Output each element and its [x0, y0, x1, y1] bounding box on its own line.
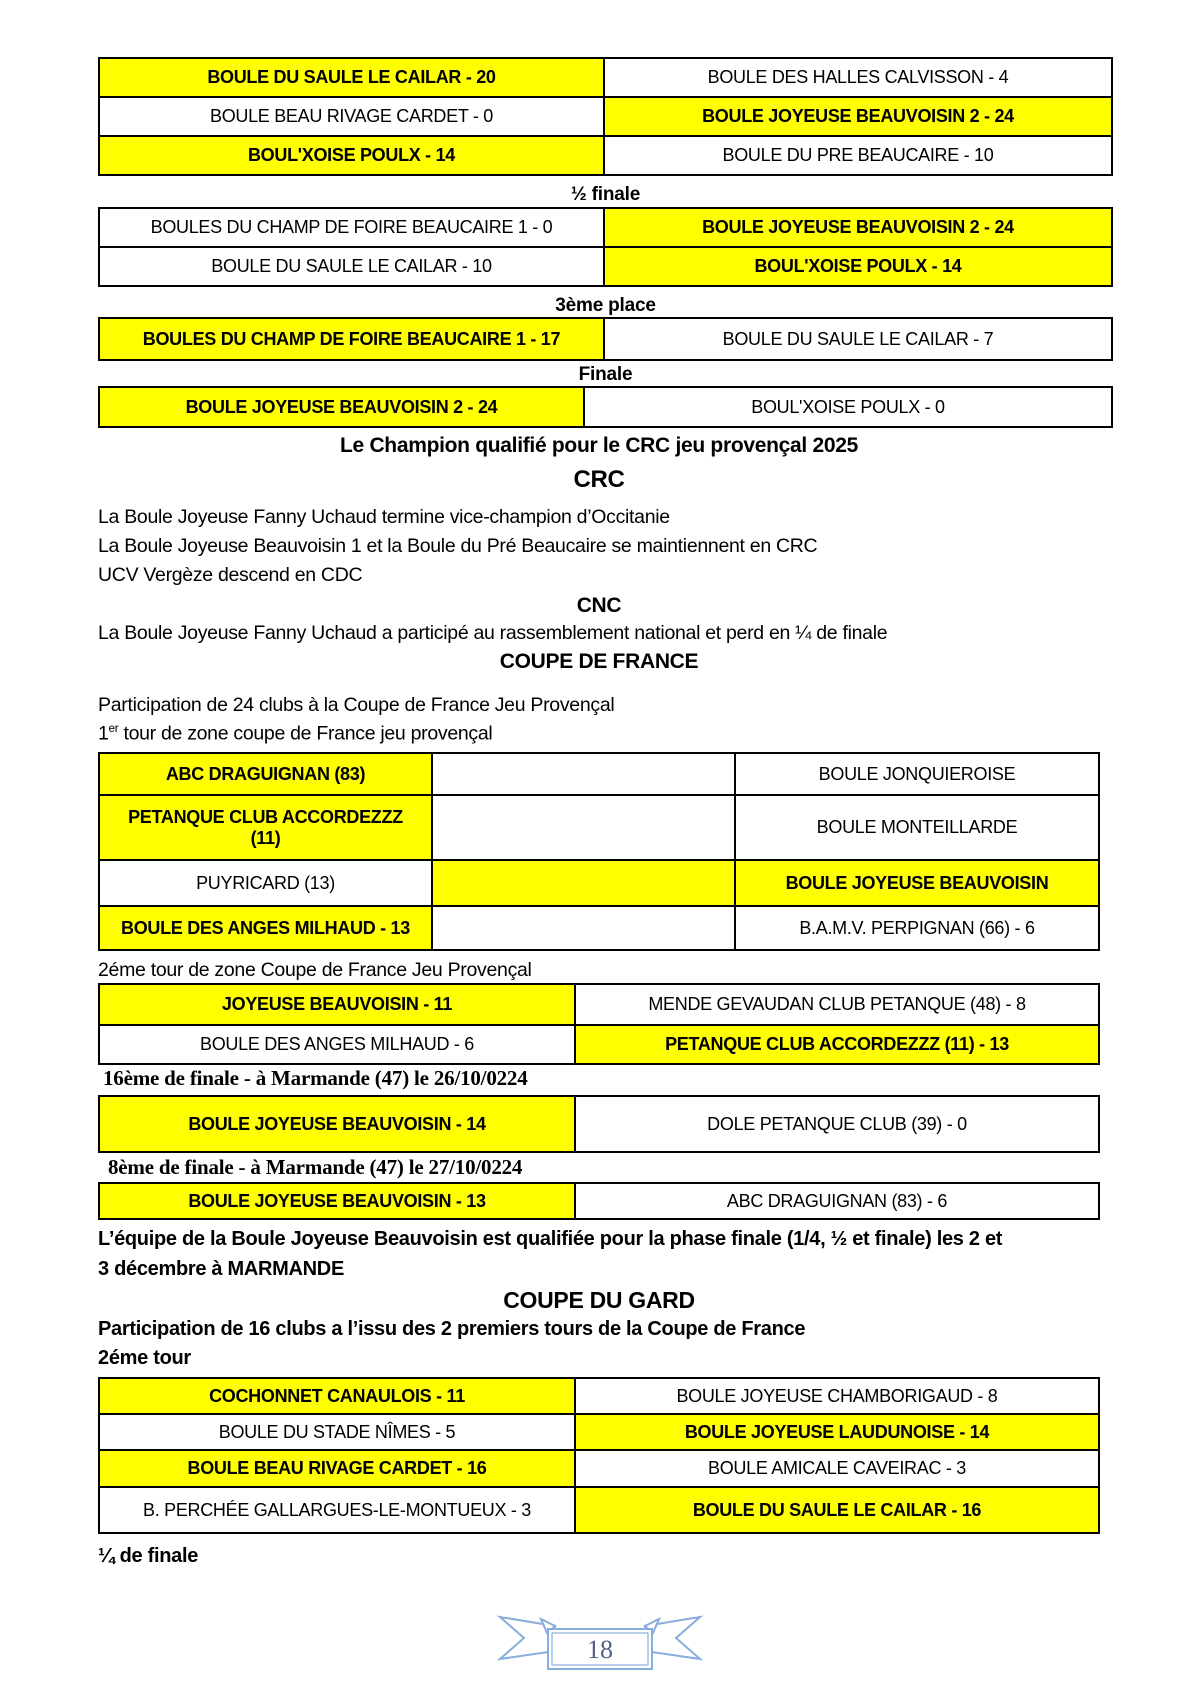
loser-cell: BOULES DU CHAMP DE FOIRE BEAUCAIRE 1 - 0: [99, 208, 604, 247]
cdf-round2-label: 2éme tour de zone Coupe de France Jeu Provençal: [98, 959, 532, 981]
loser-cell: BOULE MONTEILLARDE: [735, 795, 1099, 860]
crc-note-line: La Boule Joyeuse Beauvoisin 1 et la Boule du Pré Beaucaire se maintiennent en CRC: [98, 535, 818, 557]
loser-cell: BOULE JOYEUSE CHAMBORIGAUD - 8: [575, 1378, 1099, 1414]
winner-cell: BOUL'XOISE POULX - 14: [604, 247, 1112, 286]
cdf-round1-label: [98, 722, 492, 746]
winner-cell: BOULE JOYEUSE BEAUVOISIN 2 - 24: [604, 97, 1112, 136]
table-final: [98, 386, 1113, 428]
crc-note-line: UCV Vergèze descend en CDC: [98, 564, 363, 586]
loser-cell: DOLE PETANQUE CLUB (39) - 0: [575, 1096, 1099, 1152]
gard-round-label: 2éme tour: [98, 1347, 191, 1369]
winner-cell: BOULE JOYEUSE BEAUVOISIN - 13: [99, 1183, 575, 1219]
round-of-8-label: 8ème de finale - à Marmande (47) le 27/10/0224: [108, 1155, 523, 1179]
winner-cell: ABC DRAGUIGNAN (83): [99, 753, 432, 795]
loser-cell: BOULE BEAU RIVAGE CARDET - 0: [99, 97, 604, 136]
winner-cell: COCHONNET CANAULOIS - 11: [99, 1378, 575, 1414]
round-number: 1: [98, 722, 109, 745]
winner-cell: JOYEUSE BEAUVOISIN - 11: [99, 984, 575, 1025]
loser-cell: PUYRICARD (13): [99, 860, 432, 906]
table-cdf-round1: [98, 752, 1100, 951]
loser-cell: BOULE DU STADE NÎMES - 5: [99, 1414, 575, 1450]
loser-cell: ABC DRAGUIGNAN (83) - 6: [575, 1183, 1099, 1219]
empty-cell: [432, 753, 735, 795]
page-number: 18: [587, 1635, 613, 1664]
winner-cell: BOULE JOYEUSE BEAUVOISIN: [735, 860, 1099, 906]
champion-heading: Le Champion qualifié pour le CRC jeu provençal 2025: [340, 434, 858, 457]
loser-cell: BOULE AMICALE CAVEIRAC - 3: [575, 1450, 1099, 1487]
table-gard-round2: [98, 1377, 1100, 1534]
empty-cell: [432, 906, 735, 950]
page-footer-ribbon: [497, 1612, 703, 1679]
empty-cell: [432, 795, 735, 860]
loser-cell: MENDE GEVAUDAN CLUB PETANQUE (48) - 8: [575, 984, 1099, 1025]
loser-cell: B. PERCHÉE GALLARGUES-LE-MONTUEUX - 3: [99, 1487, 575, 1533]
loser-cell: B.A.M.V. PERPIGNAN (66) - 6: [735, 906, 1099, 950]
winner-cell: BOULE DU SAULE LE CAILAR - 20: [99, 58, 604, 97]
empty-cell: [432, 860, 735, 906]
loser-cell: BOULE DU PRE BEAUCAIRE - 10: [604, 136, 1112, 175]
winner-cell: BOULE JOYEUSE BEAUVOISIN 2 - 24: [99, 387, 584, 427]
loser-cell: BOUL'XOISE POULX - 0: [584, 387, 1112, 427]
loser-cell: BOULE DES HALLES CALVISSON - 4: [604, 58, 1112, 97]
winner-cell: PETANQUE CLUB ACCORDEZZZ (11) - 13: [575, 1025, 1099, 1064]
club-name-line: (11): [250, 827, 281, 848]
cdf-participation-note: Participation de 24 clubs à la Coupe de France Jeu Provençal: [98, 694, 615, 716]
ribbon-banner-icon: [497, 1612, 703, 1674]
club-name-line: PETANQUE CLUB ACCORDEZZZ: [128, 806, 403, 827]
table-semi-finals: [98, 207, 1113, 287]
qualification-note-line: 3 décembre à MARMANDE: [98, 1258, 344, 1280]
winner-cell: BOULE BEAU RIVAGE CARDET - 16: [99, 1450, 575, 1487]
table-round-of-16: [98, 1095, 1100, 1153]
coupe-du-gard-heading: COUPE DU GARD: [503, 1287, 695, 1313]
ordinal-superscript: er: [108, 722, 119, 735]
winner-cell: BOULE JOYEUSE BEAUVOISIN - 14: [99, 1096, 575, 1152]
table-quarter-results: [98, 57, 1113, 176]
qualification-note-line: L’équipe de la Boule Joyeuse Beauvoisin est qualifiée pour la phase finale (1/4, ½ et finale) les 2 et: [98, 1228, 1003, 1250]
crc-note-line: La Boule Joyeuse Fanny Uchaud termine vice-champion d’Occitanie: [98, 506, 670, 528]
crc-heading: CRC: [573, 466, 625, 493]
winner-cell: [99, 795, 432, 860]
winner-cell: BOUL'XOISE POULX - 14: [99, 136, 604, 175]
third-place-label: 3ème place: [555, 295, 656, 316]
loser-cell: BOULE JONQUIEROISE: [735, 753, 1099, 795]
loser-cell: BOULE DES ANGES MILHAUD - 6: [99, 1025, 575, 1064]
table-third-place: [98, 317, 1113, 361]
winner-cell: BOULES DU CHAMP DE FOIRE BEAUCAIRE 1 - 17: [99, 318, 604, 360]
quarter-final-label: ¼ de finale: [98, 1545, 199, 1567]
cnc-heading: CNC: [576, 594, 622, 617]
loser-cell: BOULE DU SAULE LE CAILAR - 7: [604, 318, 1112, 360]
gard-participation-note: Participation de 16 clubs a l’issu des 2 premiers tours de la Coupe de France: [98, 1318, 806, 1340]
round-label-text: tour de zone coupe de France jeu provençal: [118, 722, 493, 745]
final-label: Finale: [578, 364, 633, 385]
table-round-of-8: [98, 1182, 1100, 1220]
winner-cell: BOULE JOYEUSE BEAUVOISIN 2 - 24: [604, 208, 1112, 247]
round-of-16-label: 16ème de finale - à Marmande (47) le 26/10/0224: [103, 1066, 528, 1090]
winner-cell: BOULE DES ANGES MILHAUD - 13: [99, 906, 432, 950]
semi-final-label: ½ finale: [570, 184, 641, 205]
winner-cell: BOULE JOYEUSE LAUDUNOISE - 14: [575, 1414, 1099, 1450]
table-cdf-round2: [98, 983, 1100, 1065]
qualification-note: [98, 1224, 1002, 1284]
winner-cell: BOULE DU SAULE LE CAILAR - 16: [575, 1487, 1099, 1533]
crc-notes: [98, 503, 817, 590]
coupe-de-france-heading: COUPE DE FRANCE: [499, 650, 699, 673]
loser-cell: BOULE DU SAULE LE CAILAR - 10: [99, 247, 604, 286]
cnc-note: La Boule Joyeuse Fanny Uchaud a participé au rassemblement national et perd en ¼ de finale: [98, 622, 888, 644]
